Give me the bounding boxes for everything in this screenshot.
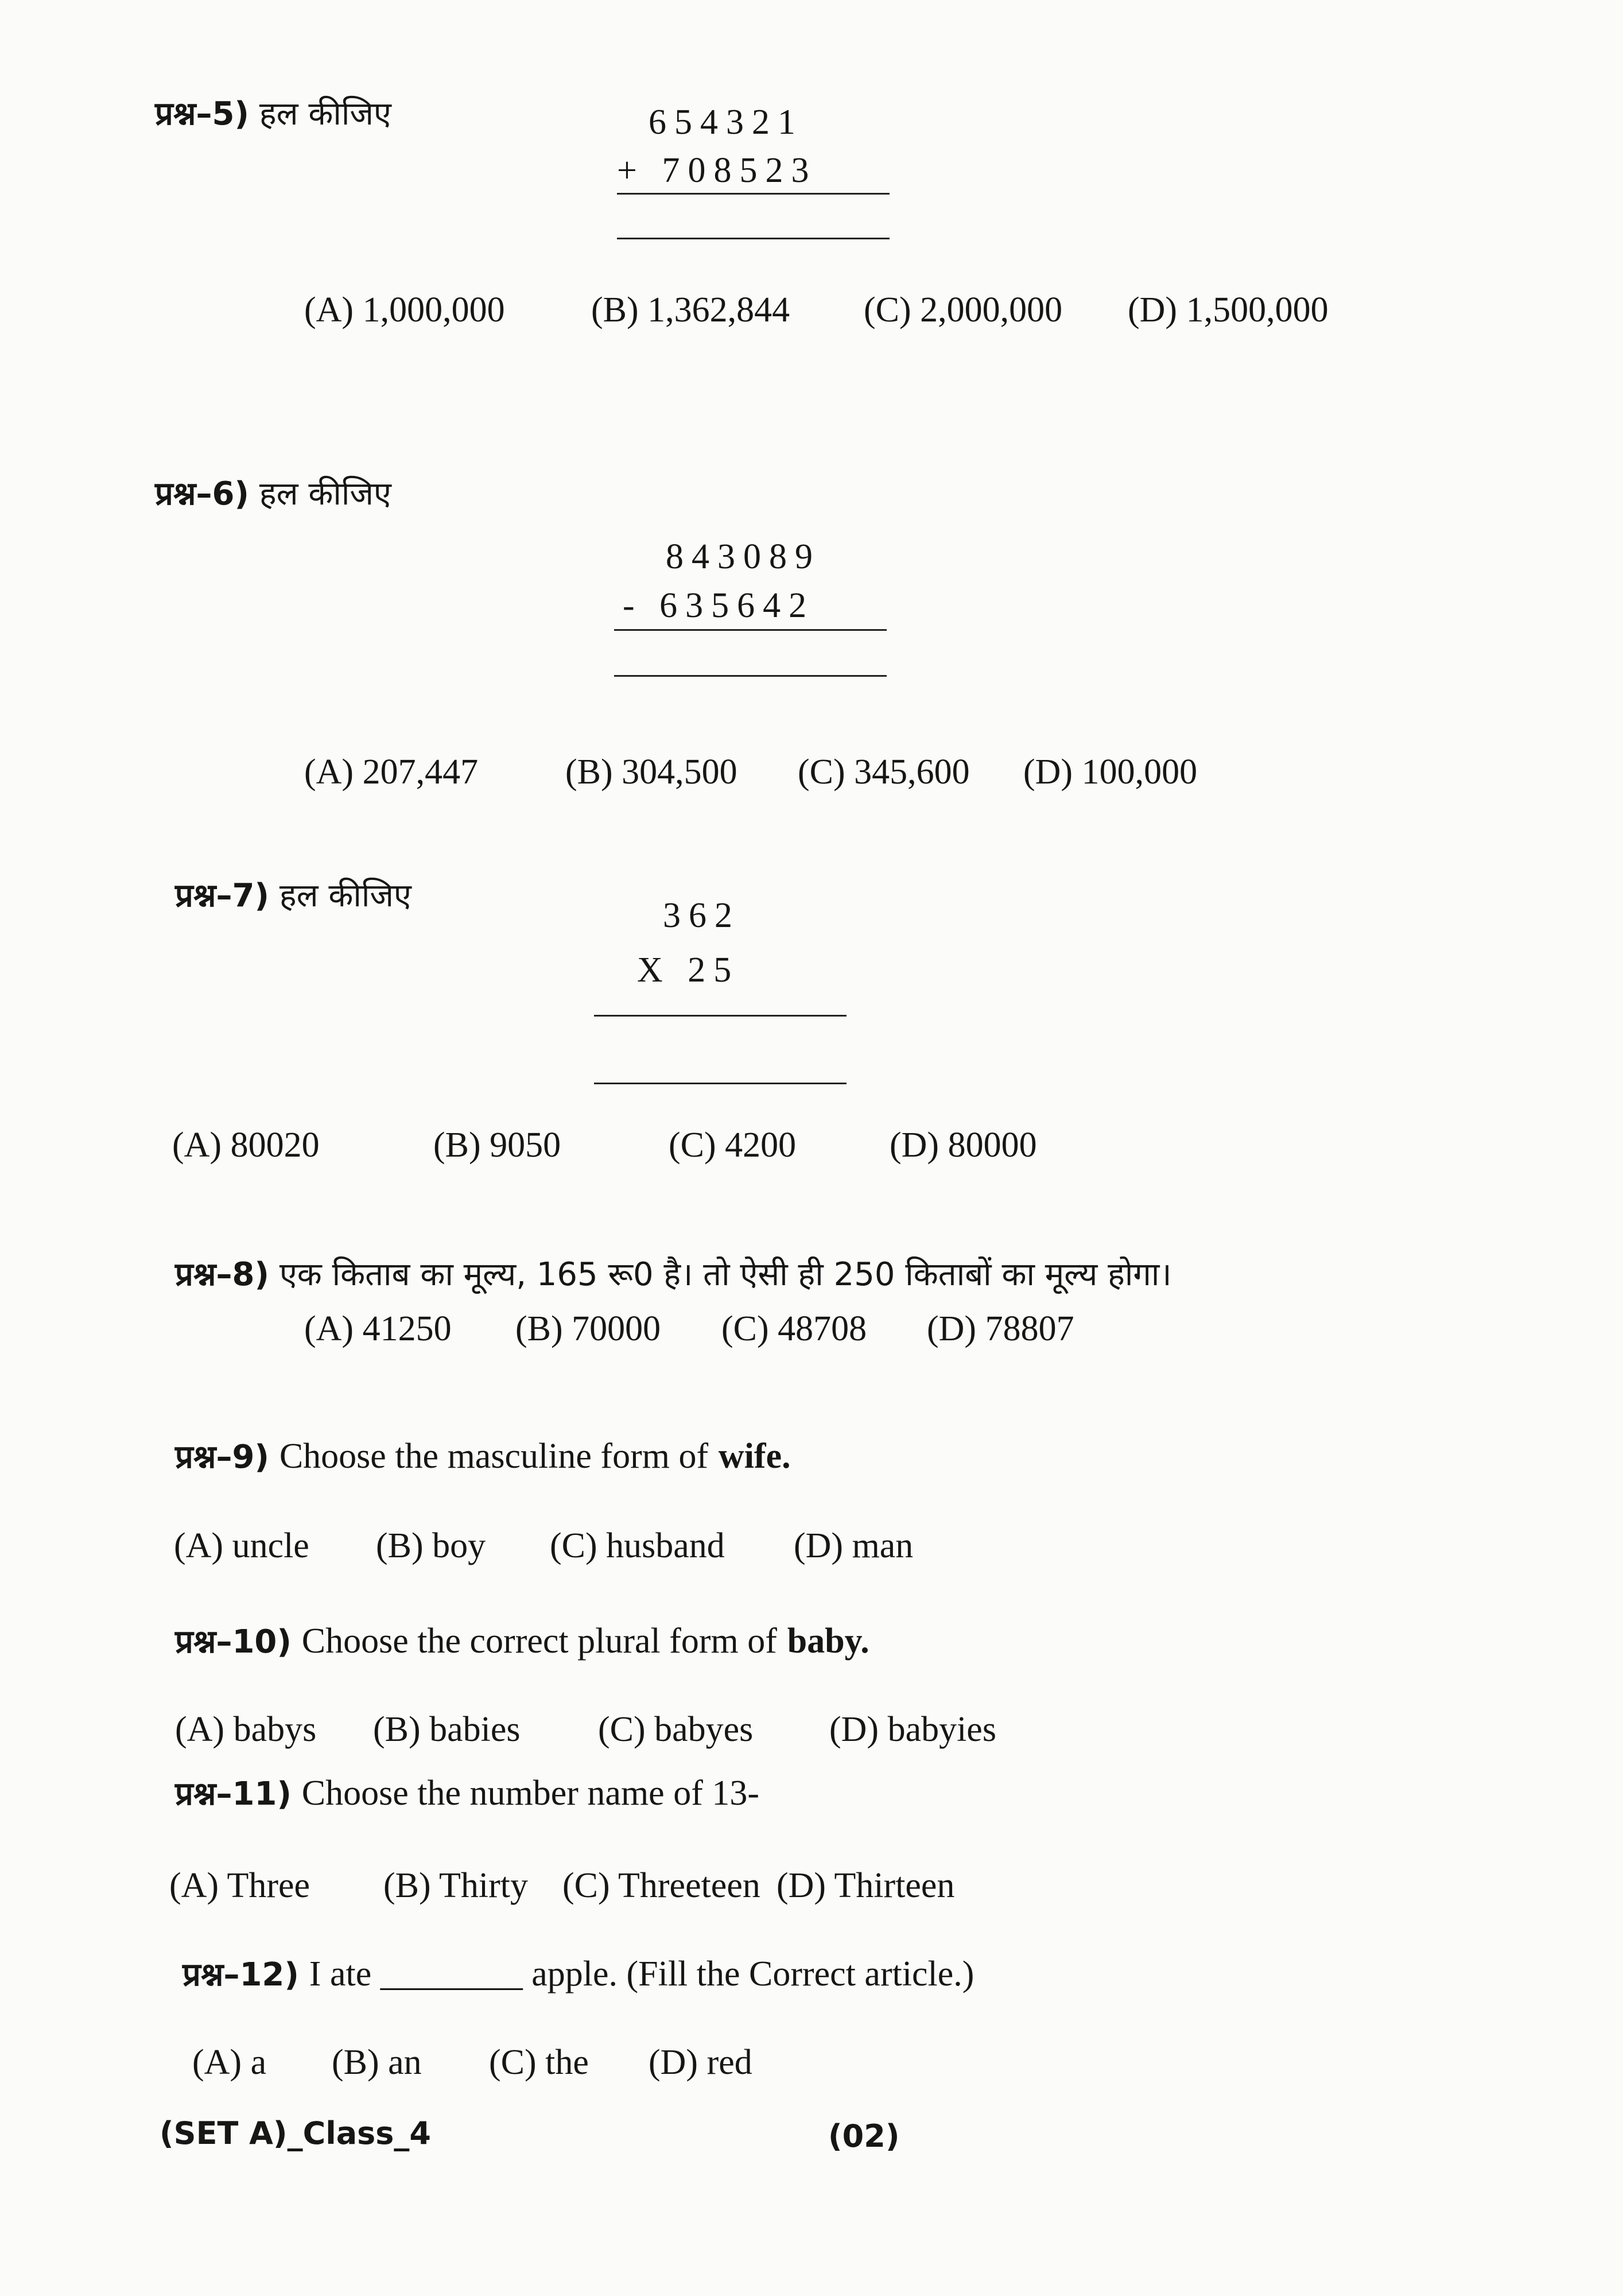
question-8-header xyxy=(175,1251,1172,1295)
question-9-option-b: (B) boy xyxy=(376,1526,486,1565)
question-5-rule-1 xyxy=(617,193,890,195)
question-8-option-d: (D) 78807 xyxy=(927,1309,1074,1348)
question-6-header xyxy=(155,471,391,514)
question-8-option-c: (C) 48708 xyxy=(721,1309,867,1348)
question-10-label: प्रश्न–10) xyxy=(175,1623,292,1661)
question-8-option-b: (B) 70000 xyxy=(515,1309,661,1348)
question-12-option-a: (A) a xyxy=(192,2043,267,2082)
question-5-option-a: (A) 1,000,000 xyxy=(304,290,505,329)
question-11-option-c: (C) Threeteen xyxy=(562,1866,760,1905)
question-6-operand-2: - 635642 xyxy=(623,586,815,625)
question-6-text: हल कीजिए xyxy=(259,475,391,513)
question-11-option-b: (B) Thirty xyxy=(383,1866,528,1905)
question-12-option-b: (B) an xyxy=(332,2043,422,2082)
question-5-header xyxy=(155,91,391,134)
question-7-rule-2 xyxy=(594,1083,847,1084)
question-7-label: प्रश्न–7) xyxy=(175,877,270,914)
question-5-rule-2 xyxy=(617,238,890,239)
question-7-text: हल कीजिए xyxy=(279,877,411,914)
question-10-option-a: (A) babys xyxy=(175,1710,317,1749)
question-11-text: Choose the number name of 13- xyxy=(301,1774,759,1813)
question-10-option-d: (D) babyies xyxy=(829,1710,996,1749)
question-5-operand-2: + 708523 xyxy=(617,151,817,190)
question-12-header xyxy=(183,1952,974,1995)
question-5-label: प्रश्न–5) xyxy=(155,95,250,133)
question-9-option-d: (D) man xyxy=(794,1526,914,1565)
question-6-option-c: (C) 345,600 xyxy=(798,753,970,792)
question-6-option-d: (D) 100,000 xyxy=(1023,753,1198,792)
question-5-option-b: (B) 1,362,844 xyxy=(591,290,790,329)
question-9-text: Choose the masculine form of xyxy=(279,1437,709,1476)
question-6-option-a: (A) 207,447 xyxy=(304,753,479,792)
question-7-option-c: (C) 4200 xyxy=(669,1126,797,1165)
question-11-option-d: (D) Thirteen xyxy=(776,1866,955,1905)
footer-set-label: (SET A)_Class_4 xyxy=(160,2115,432,2151)
question-7-option-a: (A) 80020 xyxy=(172,1126,320,1165)
question-6-label: प्रश्न–6) xyxy=(155,475,250,513)
question-9-header xyxy=(175,1434,791,1477)
question-5-option-d: (D) 1,500,000 xyxy=(1128,290,1329,329)
question-6-rule-1 xyxy=(614,629,887,631)
footer-page-number: (02) xyxy=(828,2118,900,2154)
question-12-option-c: (C) the xyxy=(489,2043,589,2082)
question-11-option-a: (A) Three xyxy=(169,1866,310,1905)
question-5-option-c: (C) 2,000,000 xyxy=(864,290,1063,329)
question-9-label: प्रश्न–9) xyxy=(175,1438,270,1476)
question-10-text: Choose the correct plural form of xyxy=(301,1622,777,1661)
question-5-text: हल कीजिए xyxy=(259,95,391,133)
question-12-label: प्रश्न–12) xyxy=(183,1956,299,1994)
question-9-option-a: (A) uncle xyxy=(174,1526,309,1565)
question-11-header xyxy=(175,1771,759,1814)
question-7-rule-1 xyxy=(594,1015,847,1017)
question-12-text: I ate ________ apple. (Fill the Correct article.) xyxy=(309,1954,974,1994)
question-6-operand-1: 843089 xyxy=(666,537,821,576)
question-7-operand-2: X 25 xyxy=(637,951,740,990)
question-8-label: प्रश्न–8) xyxy=(175,1256,270,1293)
question-6-option-b: (B) 304,500 xyxy=(565,753,737,792)
question-9-option-c: (C) husband xyxy=(550,1526,725,1565)
question-7-option-b: (B) 9050 xyxy=(433,1126,561,1165)
question-8-text: एक किताब का मूल्य, 165 रू0 है। तो ऐसी ही 250 किताबों का मूल्य होगा। xyxy=(279,1256,1172,1293)
question-7-option-d: (D) 80000 xyxy=(890,1126,1037,1165)
question-7-header xyxy=(175,872,411,916)
question-7-operand-1: 362 xyxy=(663,896,740,935)
question-6-rule-2 xyxy=(614,675,887,677)
question-10-option-c: (C) babyes xyxy=(598,1710,754,1749)
question-5-operand-1: 654321 xyxy=(649,103,803,142)
question-8-option-a: (A) 41250 xyxy=(304,1309,452,1348)
question-10-keyword: baby. xyxy=(787,1622,869,1661)
question-12-option-d: (D) red xyxy=(649,2043,752,2082)
question-9-keyword: wife. xyxy=(718,1437,791,1476)
question-10-header xyxy=(175,1619,869,1662)
question-10-option-b: (B) babies xyxy=(373,1710,521,1749)
question-11-label: प्रश्न–11) xyxy=(175,1775,292,1813)
